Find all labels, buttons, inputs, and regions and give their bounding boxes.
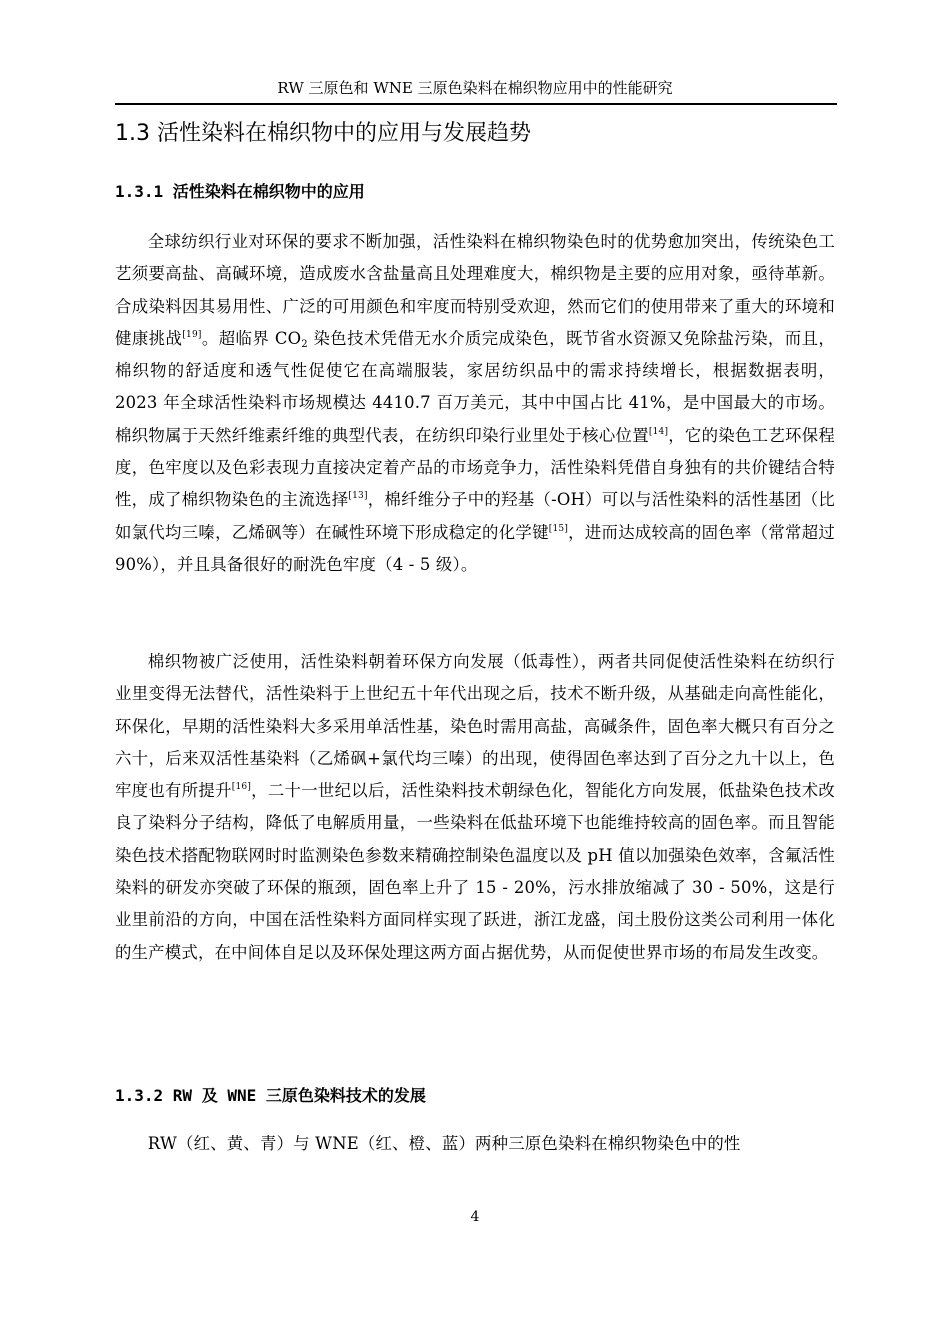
subscript-2: 2	[301, 338, 308, 350]
paragraph-1-text: 全球纺织行业对环保的要求不断加强，活性染料在棉织物染色时的优势愈加突出，传统染色工艺须要高盐、高碱环境，造成废水含盐量高且处理难度大，棉织物是主要的应用对象，亟待革新。合成染料因其易用性、广泛的可用颜色和牢度而特别受欢迎，然而它们的使用带来了重大的环境和健康挑战	[115, 232, 835, 348]
section-title: 1.3 活性染料在棉织物中的应用与发展趋势	[115, 121, 531, 146]
header-rule	[115, 103, 837, 105]
paragraph-1-text: ，它的染色工艺环保程度，色牢度以及色彩表现力直接决定着产品的市场竞争力，活性染料凭借自身独有的共价键结合特性，成了棉织物染色的主流选择	[115, 425, 835, 510]
paragraph-2-text: 棉织物被广泛使用，活性染料朝着环保方向发展（低毒性），两者共同促使活性染料在纺织行业里变得无法替代，活性染料于上世纪五十年代出现之后，技术不断升级，从基础走向高性能化，环保化，早期的活性染料大多采用单活性基，染色时需用高盐，高碱条件，固色率大概只有百分之六十，后来双活性基染料（乙烯砜+氯代均三嗪）的出现，使得固色率达到了百分之九十以上，色牢度也有所提升	[115, 652, 835, 801]
citation-14: [14]	[648, 426, 669, 437]
paragraph-1	[115, 226, 835, 581]
paragraph-3-text: RW（红、黄、青）与 WNE（红、橙、蓝）两种三原色染料在棉织物染色中的性	[147, 1134, 741, 1153]
subsection-title-1-3-2: 1.3.2 RW 及 WNE 三原色染料技术的发展	[115, 1086, 426, 1105]
citation-15: [15]	[548, 523, 569, 534]
citation-19: [19]	[182, 329, 202, 340]
page-number: 4	[470, 1209, 480, 1225]
subsection-title-1-3-1: 1.3.1 活性染料在棉织物中的应用	[115, 182, 365, 201]
citation-16: [16]	[231, 782, 252, 793]
paragraph-2	[115, 646, 835, 969]
paragraph-3	[115, 1128, 835, 1160]
paragraph-1-text: 染色技术凭借无水介质完成染色，既节省水资源又免除盐污染，而且，棉织物的舒适度和透气性促使它在高端服装，家居纺织品中的需求持续增长，根据数据表明，2023 年全球活性染料市场规模达 4410.7 百万美元，其中中国占比 41%，是中国最大的市场。棉织物属于天然纤维素纤维的典型代表，在纺织印染行业里处于核心位置	[115, 328, 836, 445]
paragraph-2-text: ，二十一世纪以后，活性染料技术朝绿色化，智能化方向发展，低盐染色技术改良了染料分子结构，降低了电解质用量，一些染料在低盐环境下也能维持较高的固色率。而且智能染色技术搭配物联网时时监测染色参数来精确控制染色温度以及 pH 值以加强染色效率，含氟活性染料的研发亦突破了环保的瓶颈，固色率上升了 15 - 20%，污水排放缩减了 30 - 50%，这是行业里前沿的方向，中国在活性染料方面同样实现了跃进，浙江龙盛，闰土股份这类公司利用一体化的生产模式，在中间体自足以及环保处理这两方面占据优势，从而促使世界市场的布局发生改变。	[115, 781, 836, 962]
running-header: RW 三原色和 WNE 三原色染料在棉织物应用中的性能研究	[277, 79, 673, 97]
citation-13: [13]	[348, 491, 368, 502]
paragraph-1-text: ，棉纤维分子中的羟基（-OH）可以与活性染料的活性基团（比如氯代均三嗪，乙烯砜等）在碱性环境下形成稳定的化学键	[115, 490, 835, 542]
paragraph-1-text: ，进而达成较高的固色率（常常超过 90%），并且具备很好的耐洗色牢度（4 - 5 级）。	[115, 522, 835, 574]
paragraph-1-text: 。超临界 CO	[201, 328, 302, 348]
